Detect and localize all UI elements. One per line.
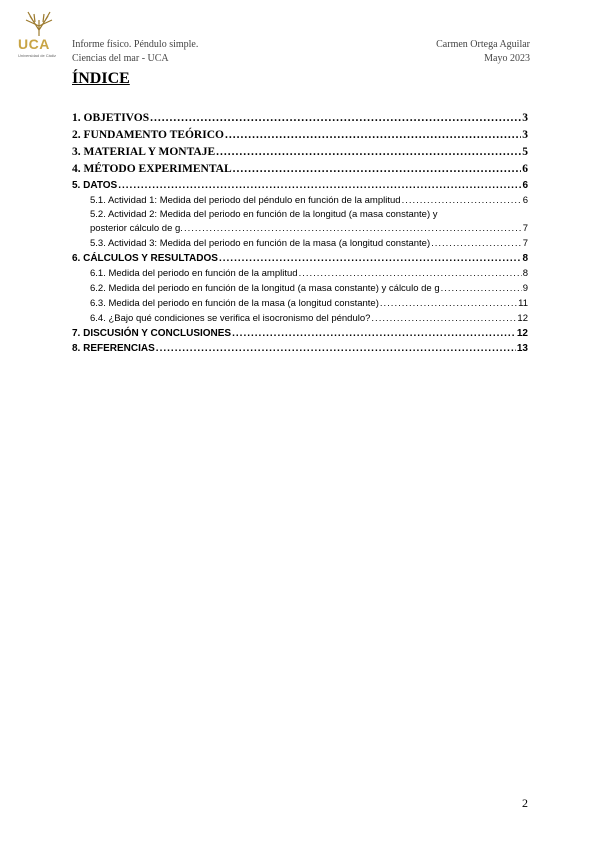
toc-entry[interactable]: 7. DISCUSIÓN Y CONCLUSIONES ..... 12 — [72, 326, 528, 341]
toc-entry[interactable]: 8. REFERENCIAS ..... 13 — [72, 341, 528, 356]
report-date: Mayo 2023 — [484, 53, 530, 64]
page-number: 2 — [522, 796, 528, 810]
course-name: Ciencias del mar - UCA — [72, 53, 169, 64]
table-of-contents — [72, 110, 528, 356]
university-logo — [18, 10, 60, 66]
toc-subentry[interactable]: 6.3. Medida del periodo en función de la masa (a longitud constante) ..... 11 — [72, 296, 528, 311]
page-title: ÍNDICE — [72, 70, 130, 87]
tree-emblem-icon — [18, 10, 60, 38]
logo-subtitle: Universidad de Cádiz — [18, 53, 57, 58]
toc-subentry[interactable]: 5.1. Actividad 1: Medida del periodo del péndulo en función de la amplitud ..... 6 — [72, 193, 528, 208]
toc-entry[interactable]: 6. CÁLCULOS Y RESULTADOS ..... 8 — [72, 251, 528, 266]
toc-entry[interactable]: 3. MATERIAL Y MONTAJE ..... 5 — [72, 144, 528, 161]
report-title: Informe físico. Péndulo simple. — [72, 39, 199, 50]
toc-subentry[interactable]: 6.1. Medida del periodo en función de la amplitud ..... 8 — [72, 266, 528, 281]
toc-subentry[interactable]: 6.4. ¿Bajo qué condiciones se verifica el isocronismo del péndulo? ..... 12 — [72, 311, 528, 326]
logo-wordmark: UCA — [18, 36, 50, 52]
toc-entry[interactable]: 1. OBJETIVOS ..... 3 — [72, 110, 528, 127]
toc-entry[interactable]: 4. MÉTODO EXPERIMENTAL ..... 6 — [72, 161, 528, 178]
header-right — [436, 38, 530, 66]
toc-entry[interactable]: 2. FUNDAMENTO TEÓRICO ..... 3 — [72, 127, 528, 144]
header-left — [72, 38, 198, 66]
toc-subentry[interactable]: 6.2. Medida del periodo en función de la longitud (a masa constante) y cálculo de g ..... 9 — [72, 281, 528, 296]
toc-subentry[interactable]: 5.2. Actividad 2: Medida del periodo en función de la longitud (a masa constante) y posterior cálculo de g. ..... 7 — [72, 208, 528, 236]
toc-entry[interactable]: 5. DATOS ..... 6 — [72, 178, 528, 193]
toc-subentry[interactable]: 5.3. Actividad 3: Medida del periodo en función de la masa (a longitud constante) ..... 7 — [72, 236, 528, 251]
author-name: Carmen Ortega Aguilar — [436, 39, 530, 50]
page-header — [18, 10, 530, 72]
